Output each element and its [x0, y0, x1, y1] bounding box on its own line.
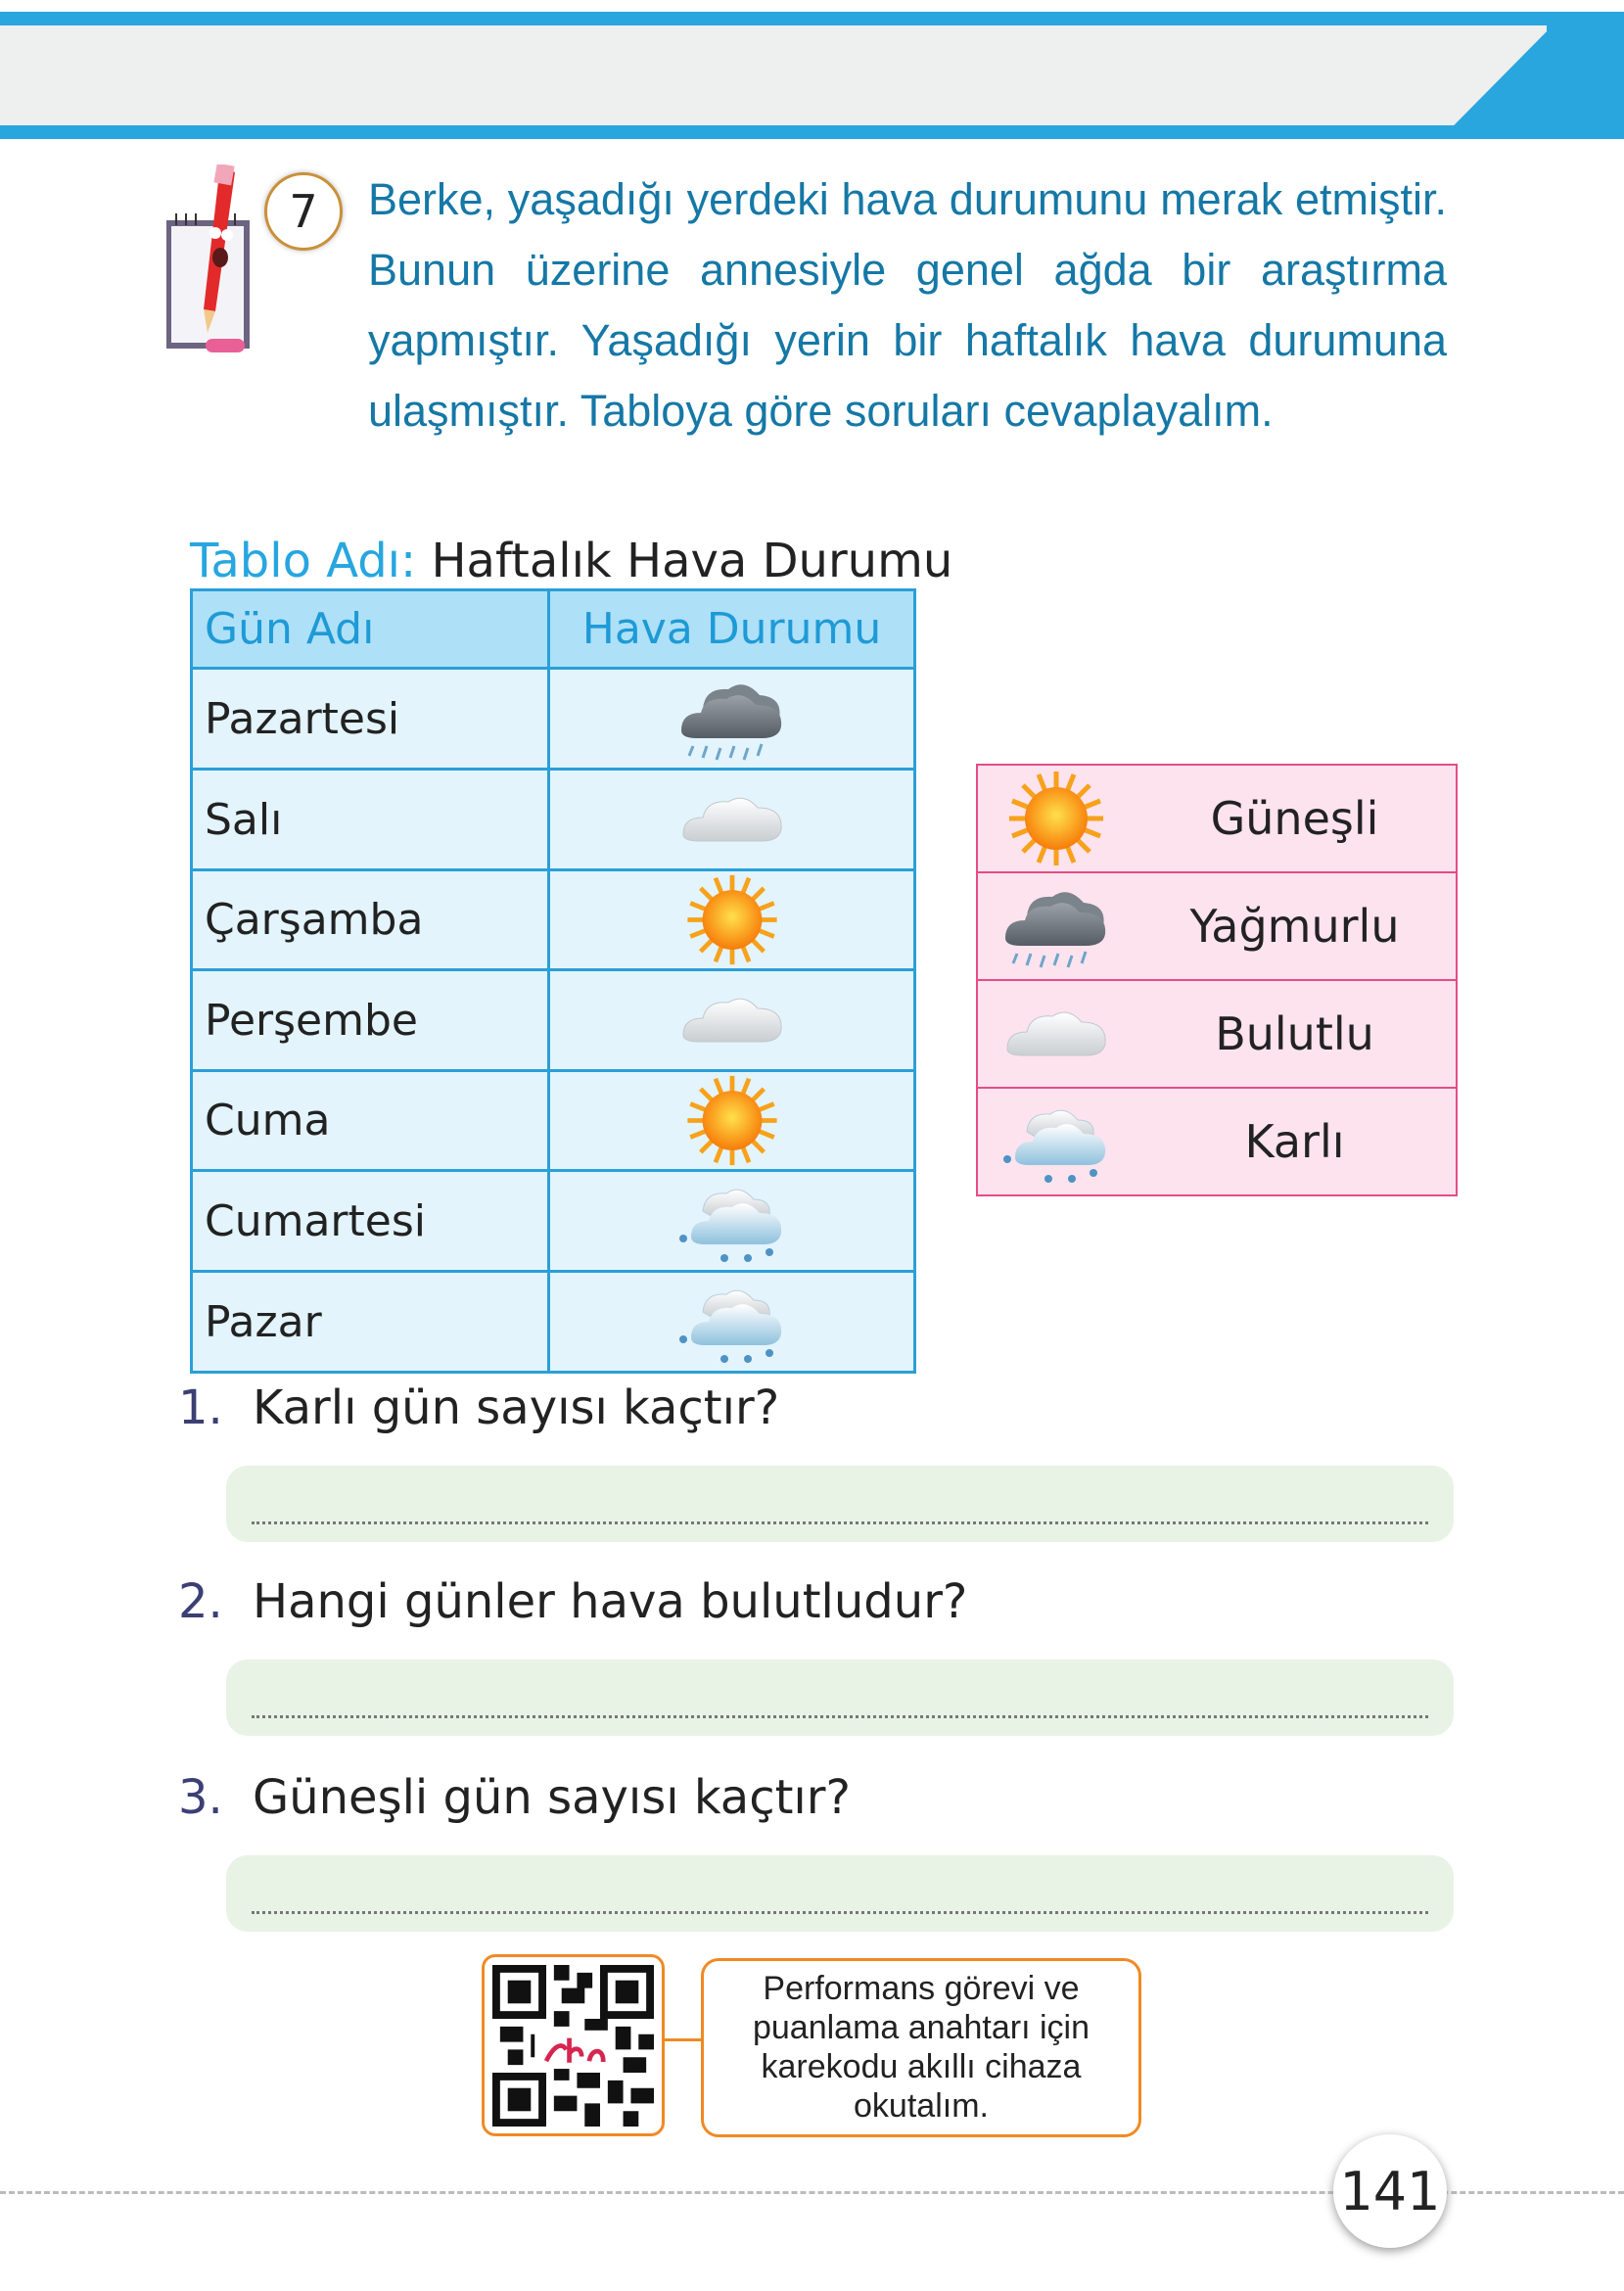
question-text: Hangi günler hava bulutludur?	[253, 1574, 968, 1629]
qr-callout	[701, 1958, 1141, 2137]
question-text: Karlı gün sayısı kaçtır?	[253, 1380, 780, 1435]
question-number: 2.	[178, 1574, 223, 1629]
legend-row	[977, 765, 1457, 872]
table-header-row	[192, 590, 915, 669]
snowy-icon	[669, 1172, 796, 1270]
header-title-area	[0, 25, 1547, 125]
cloudy-icon	[988, 985, 1125, 1083]
legend-row	[977, 980, 1457, 1088]
answer-field-2[interactable]	[226, 1660, 1454, 1736]
day-cell: Cuma	[192, 1071, 549, 1171]
snowy-icon	[988, 1093, 1125, 1191]
day-cell: Pazartesi	[192, 669, 549, 770]
header-day: Gün Adı	[192, 590, 549, 669]
eba-logo	[534, 2031, 612, 2069]
day-cell: Cumartesi	[192, 1171, 549, 1272]
table-row	[192, 1071, 915, 1171]
callout-line: puanlama anahtarı için	[752, 2009, 1090, 2046]
legend-row	[977, 872, 1457, 980]
sunny-icon	[669, 1074, 796, 1167]
header-weather: Hava Durumu	[549, 590, 915, 669]
weather-table	[190, 588, 916, 1374]
page-number: 141	[1333, 2134, 1447, 2248]
answer-field-1[interactable]	[226, 1466, 1454, 1542]
callout-connector	[665, 2038, 701, 2041]
day-cell: Çarşamba	[192, 870, 549, 970]
table-row	[192, 970, 915, 1071]
callout-line: karekodu akıllı cihaza	[761, 2048, 1082, 2085]
snowy-icon	[669, 1273, 796, 1371]
question-1	[178, 1380, 779, 1435]
day-cell: Pazar	[192, 1272, 549, 1373]
legend-label: Güneşli	[1134, 765, 1457, 872]
rainy-icon	[669, 670, 796, 768]
legend-label: Bulutlu	[1134, 980, 1457, 1088]
answer-field-3[interactable]	[226, 1855, 1454, 1932]
pencil-mascot-icon	[166, 164, 259, 355]
qr-code[interactable]	[482, 1954, 665, 2136]
weather-legend	[976, 764, 1458, 1196]
table-row	[192, 1272, 915, 1373]
question-3	[178, 1770, 851, 1825]
question-2	[178, 1574, 967, 1629]
legend-label: Karlı	[1134, 1088, 1457, 1195]
callout-line: okutalım.	[854, 2087, 989, 2125]
rainy-icon	[988, 877, 1125, 975]
table-row	[192, 669, 915, 770]
legend-row	[977, 1088, 1457, 1195]
question-number: 3.	[178, 1770, 223, 1825]
question-number: 1.	[178, 1380, 223, 1435]
table-title-label: Tablo Adı:	[190, 534, 417, 588]
question-text: Güneşli gün sayısı kaçtır?	[253, 1770, 851, 1825]
table-row	[192, 1171, 915, 1272]
cloudy-icon	[669, 971, 796, 1069]
table-row	[192, 870, 915, 970]
table-title	[190, 534, 952, 588]
sunny-icon	[669, 873, 796, 966]
table-title-text: Haftalık Hava Durumu	[431, 534, 953, 588]
qr-code-icon	[492, 1965, 654, 2127]
sunny-icon	[993, 770, 1120, 867]
legend-label: Yağmurlu	[1134, 872, 1457, 980]
question-number-badge: 7	[264, 172, 343, 251]
table-row	[192, 770, 915, 870]
day-cell: Perşembe	[192, 970, 549, 1071]
intro-paragraph: Berke, yaşadığı yerdeki hava durumunu merak etmiştir. Bunun üzerine annesiyle genel ağda bir araştırma yapmıştır. Yaşadığı yerin bir haftalık hava durumuna ulaşmıştır. Tabloya göre soruları cevaplayalım.	[368, 174, 1447, 436]
day-cell: Salı	[192, 770, 549, 870]
callout-line: Performans görevi ve	[763, 1970, 1080, 2007]
cloudy-icon	[669, 771, 796, 868]
